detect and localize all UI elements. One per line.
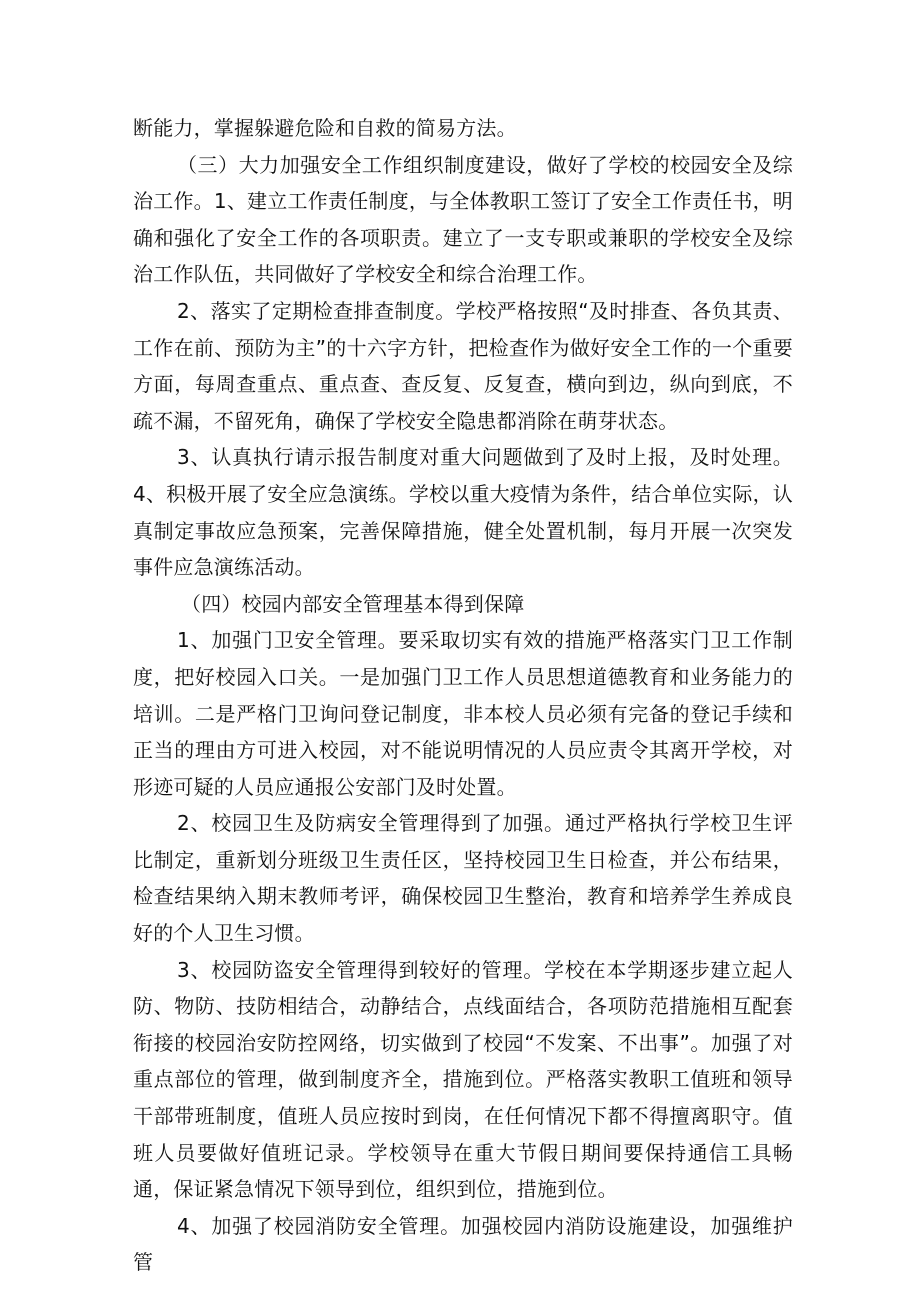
section-heading-four: （四）校园内部安全管理基本得到保障 [181,591,525,616]
paragraph-inspection: 2、落实了定期检查排查制度。学校严格按照“及时排查、各负其责、工作在前、预防为主”的十六字方针，把检查作为做好安全工作的一个重要方面，每周查重点、重点查、查反复、反复查，横向到边，纵向到底，不疏不漏，不留死角，确保了学校安全隐患都消除在萌芽状态。 [133,298,793,433]
document-body [133,110,793,1281]
paragraph-reporting: 3、认真执行请示报告制度对重大问题做到了及时上报，及时处理。4、积极开展了安全应急演练。学校以重大疫情为条件，结合单位实际，认真制定事故应急预案，完善保障措施，健全处置机制，每月开展一次突发事件应急演练活动。 [133,445,793,580]
paragraph-section-three: （三）大力加强安全工作组织制度建设，做好了学校的校园安全及综治工作。1、建立工作责任制度，与全体教职工签订了安全工作责任书，明确和强化了安全工作的各项职责。建立了一支专职或兼职的学校安全及综治工作队伍，共同做好了学校安全和综合治理工作。 [133,152,793,287]
paragraph-hygiene: 2、校园卫生及防病安全管理得到了加强。通过严格执行学校卫生评比制定，重新划分班级卫生责任区，坚持校园卫生日检查，并公布结果，检查结果纳入期末教师考评，确保校园卫生整治，教育和培养学生养成良好的个人卫生习惯。 [133,811,793,946]
paragraph-continued: 断能力，掌握躲避危险和自救的简易方法。 [133,116,517,140]
paragraph-theft-prevention: 3、校园防盗安全管理得到较好的管理。学校在本学期逐步建立起人防、物防、技防相结合，动静结合，点线面结合，各项防范措施相互配套衔接的校园治安防控网络，切实做到了校园“不发案、不出事”。加强了对重点部位的管理，做到制度齐全，措施到位。严格落实教职工值班和领导干部带班制度，值班人员应按时到岗，在任何情况下都不得擅离职守。值班人员要做好值班记录。学校领导在重大节假日期间要保持通信工具畅通，保证紧急情况下领导到位，组织到位，措施到位。 [133,957,793,1202]
paragraph-gate-security: 1、加强门卫安全管理。要采取切实有效的措施严格落实门卫工作制度，把好校园入口关。一是加强门卫工作人员思想道德教育和业务能力的培训。二是严格门卫询问登记制度，非本校人员必须有完备的登记手续和正当的理由方可进入校园，对不能说明情况的人员应责令其离开学校，对形迹可疑的人员应通报公安部门及时处置。 [133,628,793,799]
paragraph-fire-safety: 4、加强了校园消防安全管理。加强校园内消防设施建设，加强维护管 [133,1213,793,1275]
